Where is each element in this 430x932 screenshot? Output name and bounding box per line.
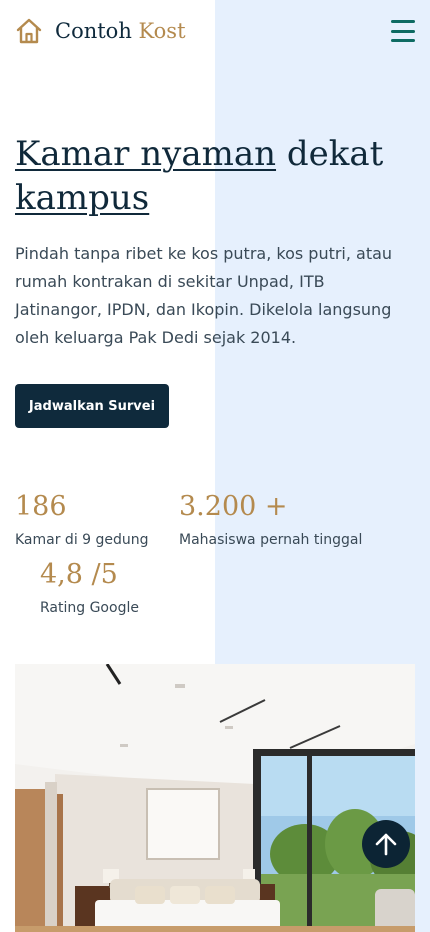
site-header	[15, 14, 415, 48]
brand-logo-link[interactable]	[15, 17, 186, 45]
schedule-survey-button[interactable]: Jadwalkan Survei	[15, 384, 169, 428]
room-photo	[15, 664, 415, 932]
stat-value: 3.200 +	[179, 491, 288, 522]
stat-label: Kamar di 9 gedung	[15, 532, 149, 548]
hamburger-menu-icon[interactable]	[391, 20, 415, 42]
stat-students	[179, 490, 362, 548]
hero-description: Pindah tanpa ribet ke kos putra, kos putri, atau rumah kontrakan di sekitar Unpad, ITB Jatinangor, IPDN, dan Ikopin. Dikelola langsung oleh keluarga Pak Dedi sejak 2014.	[15, 244, 393, 347]
brand-name: Contoh Kost	[55, 19, 186, 43]
stat-rooms	[15, 490, 149, 548]
arrow-up-icon	[373, 831, 399, 857]
stat-value: 186	[15, 491, 67, 522]
scroll-to-top-button[interactable]	[362, 820, 410, 868]
hero-title-line2: kampus	[15, 178, 150, 218]
hero-title-highlight: Kamar nyaman	[15, 134, 277, 174]
stat-value: 4,8 /5	[40, 559, 118, 590]
stat-label: Rating Google	[40, 600, 139, 616]
home-icon	[15, 17, 43, 45]
stat-label: Mahasiswa pernah tinggal	[179, 532, 363, 548]
hero-title: Kamar nyaman dekat kampus	[15, 134, 384, 218]
stat-rating	[40, 558, 139, 616]
